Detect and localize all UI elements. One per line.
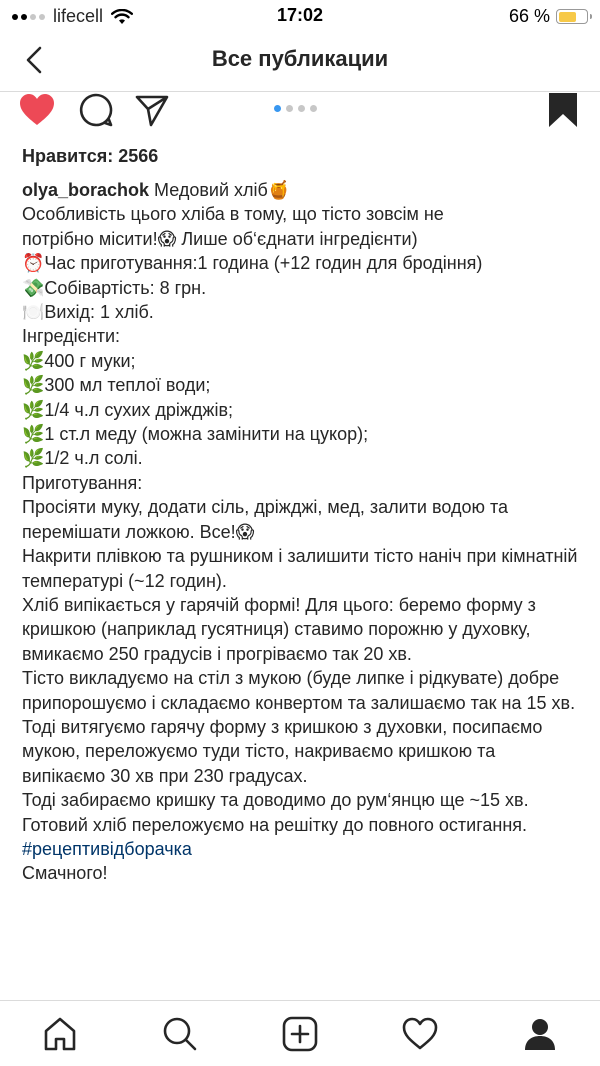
caption-line: 🌿1 ст.л меду (можна замінити на цукор);	[22, 424, 369, 445]
caption-step: Тоді забираємо кришку та доводимо до рум‘янцю ще ~15 хв.	[22, 790, 529, 811]
caption-step: Тоді витягуємо гарячу форму з кришкою з духовки, посипаємо мукою, переложуємо туди тісто, накриваємо кришкою та випікаємо 30 хв при 230 градусах.	[22, 716, 543, 786]
heart-icon	[18, 92, 56, 128]
tab-search[interactable]	[158, 1012, 202, 1056]
caption-line: 🌿1/4 ч.л сухих дріжджів;	[22, 399, 234, 420]
tab-profile[interactable]	[518, 1012, 562, 1056]
post-actions	[0, 92, 600, 132]
comment-icon	[78, 92, 114, 128]
caption-line: 🌿400 г муки;	[22, 350, 136, 371]
caption-closing: Смачного!	[22, 863, 108, 884]
battery-percent: 66 %	[508, 6, 550, 26]
caption-step: Хліб випікається у гарячій формі! Для цього: беремо форму з кришкою (наприклад гусятниця) ставимо порожню у духовку, вмикаємо 250 градусів і прогріваємо так 20 хв.	[22, 594, 536, 664]
share-button[interactable]	[134, 92, 170, 133]
carousel-dot	[286, 105, 293, 112]
carousel-indicator	[274, 105, 317, 112]
caption-step: Тісто викладуємо на стіл з мукою (буде липке і рідкувате) добре припорошуємо і складаємо конвертом та залишаємо так на 15 хв.	[22, 668, 576, 713]
home-icon	[42, 1016, 78, 1052]
caption-header	[22, 178, 582, 202]
tab-activity[interactable]	[398, 1012, 442, 1056]
page-title: Все публикации	[211, 46, 389, 71]
bookmark-icon	[546, 92, 580, 128]
carousel-dot	[274, 105, 281, 112]
caption-lines	[22, 202, 582, 495]
like-button[interactable]	[18, 92, 56, 133]
caption-line: 🍽️Вихід: 1 хліб.	[22, 302, 154, 323]
save-button[interactable]	[546, 92, 580, 133]
caption-step: Просіяти муку, додати сіль, дріжджі, мед, залити водою та перемішати ложкою. Все!😱	[22, 497, 509, 542]
paper-plane-icon	[134, 92, 170, 128]
comment-button[interactable]	[78, 92, 114, 133]
caption-line: Особливість цього хліба в тому, що тісто зовсім не	[22, 204, 444, 225]
carrier-name: lifecell	[53, 6, 104, 26]
bottom-tab-bar	[0, 1000, 600, 1066]
status-right	[509, 6, 588, 27]
carousel-dot	[298, 105, 305, 112]
nav-header	[0, 30, 600, 92]
search-icon	[162, 1016, 198, 1052]
battery-icon	[556, 9, 588, 24]
caption-line: 🌿300 мл теплої води;	[22, 375, 211, 396]
caption-line: 💸Собівартість: 8 грн.	[22, 277, 207, 298]
status-bar	[0, 0, 600, 30]
caption-line: Приготування:	[22, 472, 143, 493]
hashtag-link[interactable]: #рецептивідборачка	[22, 838, 192, 859]
tab-home[interactable]	[38, 1012, 82, 1056]
likes-count[interactable]: Нравится: 2566	[22, 146, 159, 166]
caption-step: Накрити плівкою та рушником і залишити тісто наніч при кімнатній температурі (~12 годин).	[22, 546, 578, 591]
profile-icon	[522, 1016, 558, 1052]
post-title: Медовий хліб🍯	[149, 180, 291, 200]
caption-line: потрібно місити!😱 Лише об‘єднати інгредієнти)	[22, 228, 418, 249]
caption-step: Готовий хліб переложуємо на решітку до повного остигання.	[22, 814, 528, 835]
post-caption	[22, 178, 582, 886]
caption-line: Інгредієнти:	[22, 326, 121, 347]
username-link[interactable]: olya_borachok	[22, 180, 150, 200]
carousel-dot	[310, 105, 317, 112]
clock: 17:02	[276, 5, 324, 25]
add-post-icon	[282, 1016, 318, 1052]
activity-heart-icon	[401, 1016, 439, 1052]
caption-line: 🌿1/2 ч.л солі.	[22, 448, 143, 469]
tab-new-post[interactable]	[278, 1012, 322, 1056]
caption-line: ⏰Час приготування:1 година (+12 годин для бродіння)	[22, 253, 483, 274]
caption-steps	[22, 495, 582, 837]
